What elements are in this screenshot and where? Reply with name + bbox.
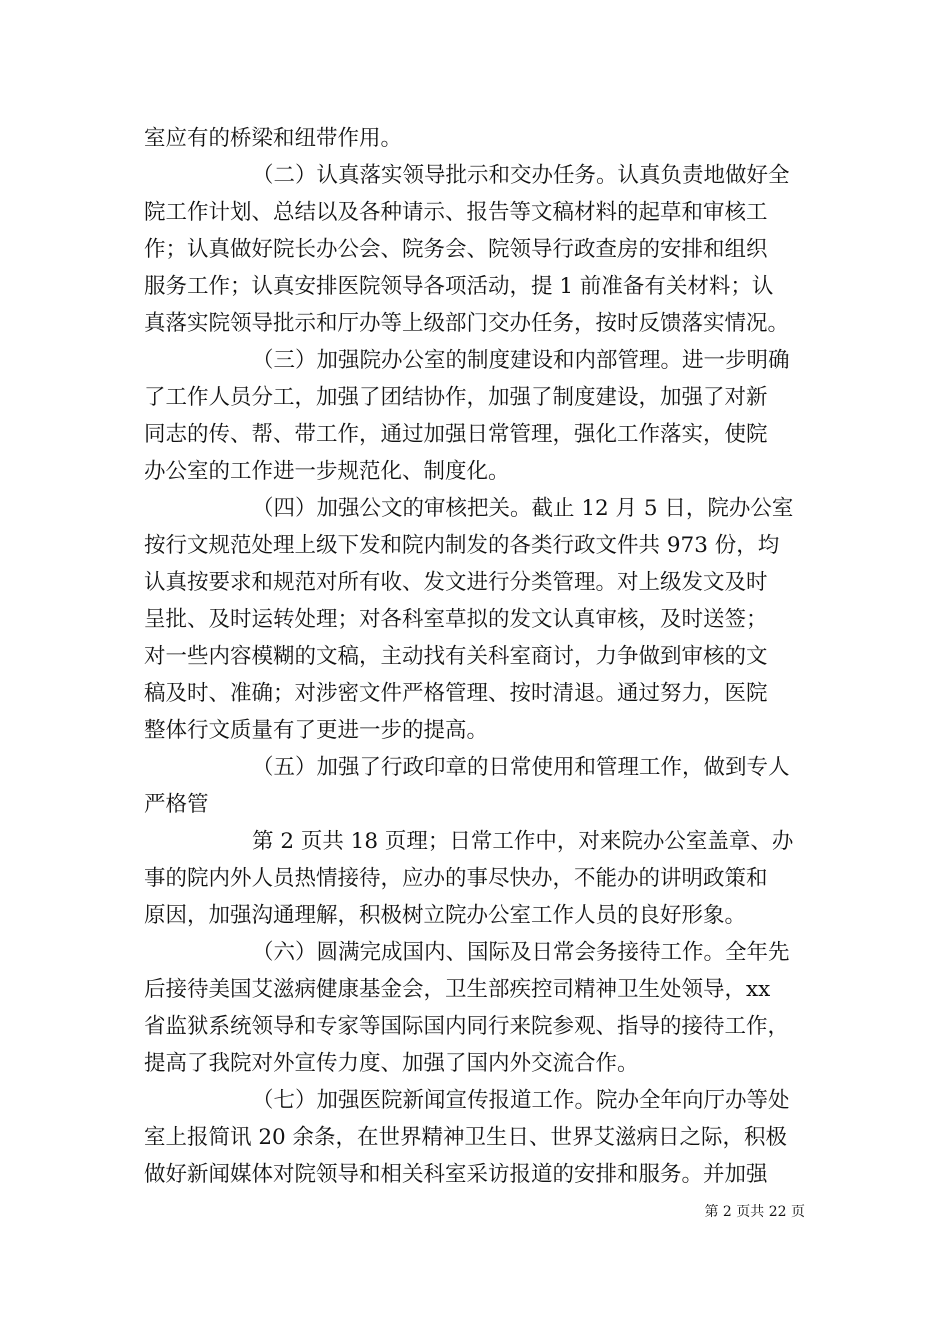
text-line: 认真按要求和规范对所有收、发文进行分类管理。对上级发文及时 bbox=[144, 570, 768, 595]
text-line: 作；认真做好院长办公会、院务会、院领导行政查房的安排和组织 bbox=[144, 237, 768, 262]
text-line: 了工作人员分工，加强了团结协作，加强了制度建设，加强了对新 bbox=[144, 385, 768, 410]
text-line: 省监狱系统领导和专家等国际国内同行来院参观、指导的接待工作， bbox=[144, 1014, 790, 1039]
text-line: （六）圆满完成国内、国际及日常会务接待工作。全年先 bbox=[252, 940, 790, 965]
text-line: 稿及时、准确；对涉密文件严格管理、按时清退。通过努力，医院 bbox=[144, 681, 768, 706]
body-text bbox=[144, 120, 806, 1193]
text-line: 同志的传、帮、带工作，通过加强日常管理，强化工作落实，使院 bbox=[144, 422, 768, 447]
text-line: 严格管 bbox=[144, 792, 209, 817]
text-line: 后接待美国艾滋病健康基金会，卫生部疾控司精神卫生处领导，xx bbox=[144, 977, 771, 1002]
text-line: 提高了我院对外宣传力度、加强了国内外交流合作。 bbox=[144, 1051, 639, 1076]
text-line: 真落实院领导批示和厅办等上级部门交办任务，按时反馈落实情况。 bbox=[144, 311, 790, 336]
text-line: 事的院内外人员热情接待，应办的事尽快办，不能办的讲明政策和 bbox=[144, 866, 768, 891]
text-line: 做好新闻媒体对院领导和相关科室采访报道的安排和服务。并加强 bbox=[144, 1162, 768, 1187]
text-line: 室应有的桥梁和纽带作用。 bbox=[144, 126, 403, 151]
text-line: （七）加强医院新闻宣传报道工作。院办全年向厅办等处 bbox=[252, 1088, 790, 1113]
text-line: 服务工作；认真安排医院领导各项活动，提 1 前准备有关材料；认 bbox=[144, 274, 774, 299]
text-line: （四）加强公文的审核把关。截止 12 月 5 日，院办公室 bbox=[252, 496, 794, 521]
text-line: （三）加强院办公室的制度建设和内部管理。进一步明确 bbox=[252, 348, 790, 373]
text-line: 对一些内容模糊的文稿，主动找有关科室商讨，力争做到审核的文 bbox=[144, 644, 768, 669]
text-line: 整体行文质量有了更进一步的提高。 bbox=[144, 718, 489, 743]
text-line: 办公室的工作进一步规范化、制度化。 bbox=[144, 459, 510, 484]
text-line: 原因，加强沟通理解，积极树立院办公室工作人员的良好形象。 bbox=[144, 903, 747, 928]
text-line: 按行文规范处理上级下发和院内制发的各类行政文件共 973 份，均 bbox=[144, 533, 780, 558]
text-line: 呈批、及时运转处理；对各科室草拟的发文认真审核，及时送签； bbox=[144, 607, 768, 632]
text-line: 室上报简讯 20 余条，在世界精神卫生日、世界艾滋病日之际，积极 bbox=[144, 1125, 788, 1150]
text-line: 第 2 页共 18 页理；日常工作中，对来院办公室盖章、办 bbox=[252, 829, 794, 854]
text-line: （五）加强了行政印章的日常使用和管理工作，做到专人 bbox=[252, 755, 790, 780]
text-line: 院工作计划、总结以及各种请示、报告等文稿材料的起草和审核工 bbox=[144, 200, 768, 225]
text-line: （二）认真落实领导批示和交办任务。认真负责地做好全 bbox=[252, 163, 790, 188]
page-footer: 第 2 页共 22 页 bbox=[704, 1204, 805, 1220]
